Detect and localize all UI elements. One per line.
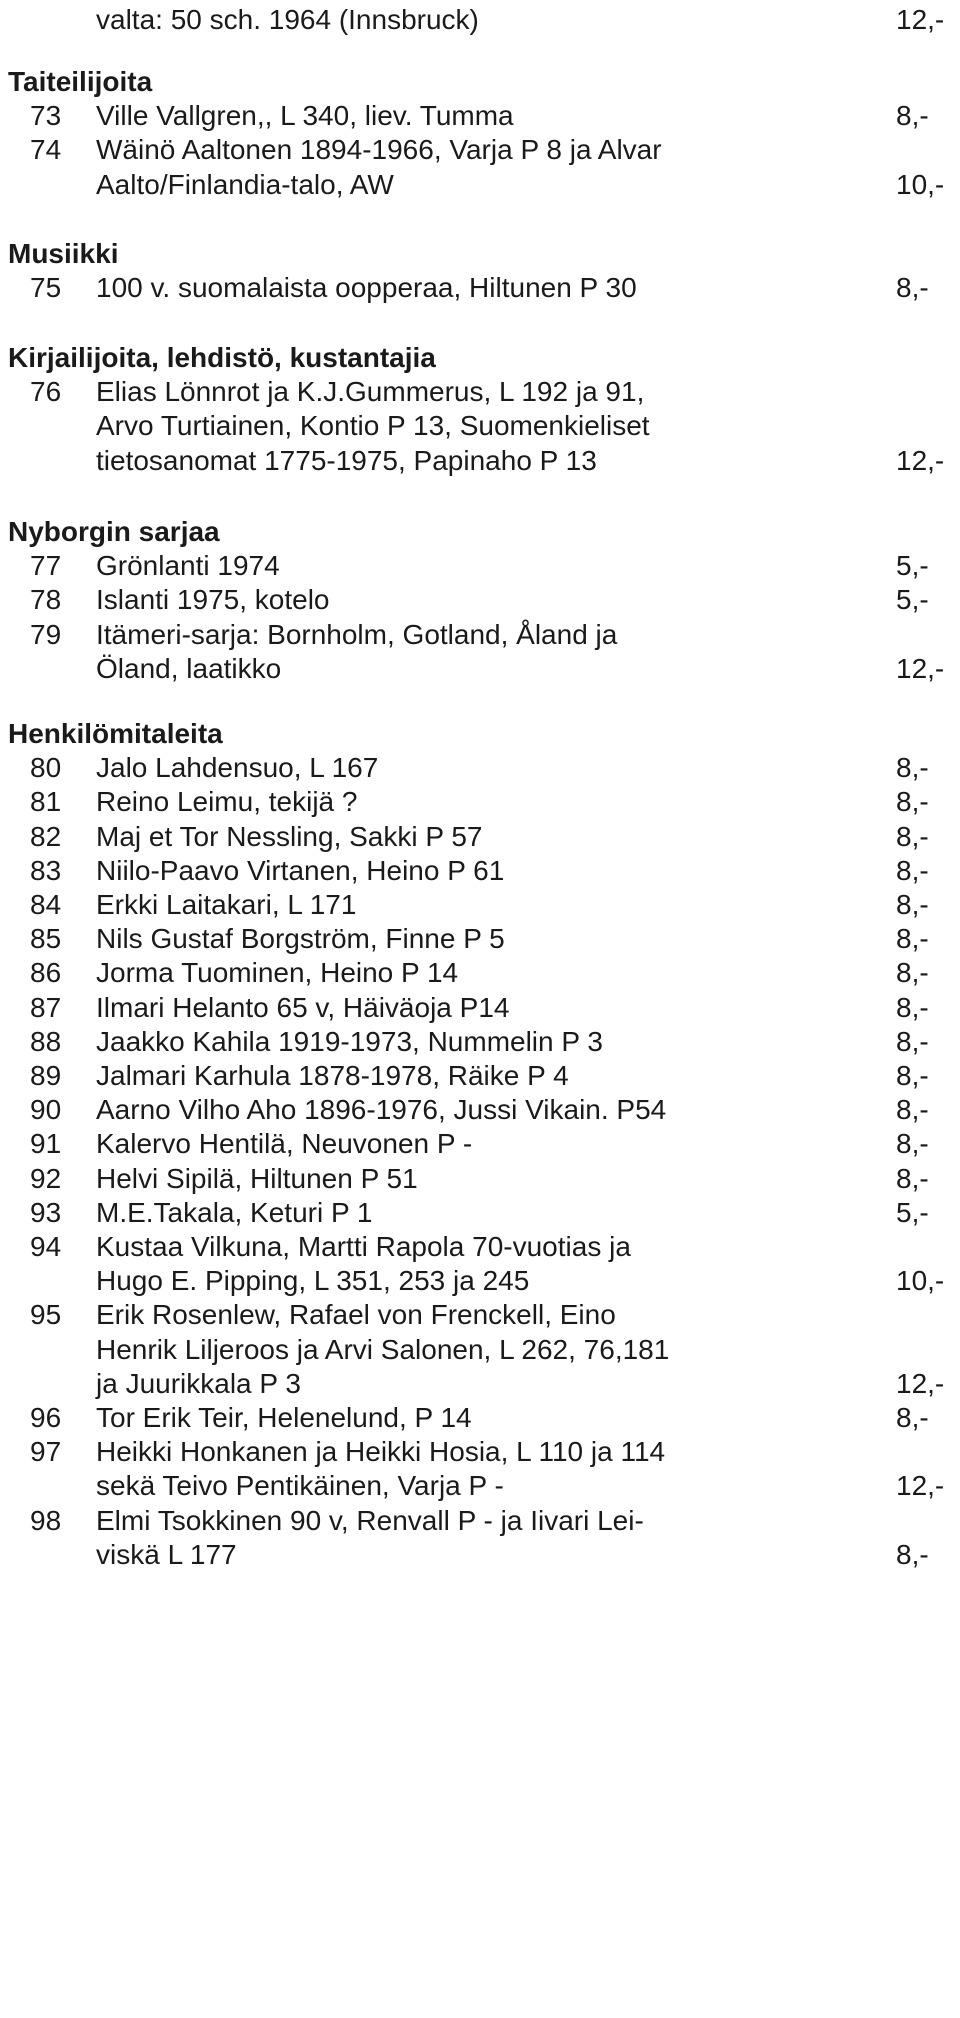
- item-text: Erkki Laitakari, L 171: [96, 889, 357, 920]
- item-text: Ville Vallgren,, L 340, liev. Tumma: [96, 100, 514, 131]
- item-number: 86: [30, 957, 62, 988]
- item-number: 75: [30, 272, 62, 303]
- item-number: 73: [30, 100, 62, 131]
- item-number: 82: [30, 821, 62, 852]
- item-text: Tor Erik Teir, Helenelund, P 14: [96, 1402, 472, 1433]
- item-text: M.E.Takala, Keturi P 1: [96, 1197, 373, 1228]
- item-number: 83: [30, 855, 62, 886]
- item-number: 78: [30, 584, 62, 615]
- item-text: Jalmari Karhula 1878-1978, Räike P 4: [96, 1060, 569, 1091]
- item-text: Maj et Tor Nessling, Sakki P 57: [96, 821, 483, 852]
- item-text: Heikki Honkanen ja Heikki Hosia, L 110 ja 114: [96, 1436, 666, 1467]
- item-price: 8,-: [896, 992, 929, 1023]
- item-text: Niilo-Paavo Virtanen, Heino P 61: [96, 855, 505, 886]
- item-price: 8,-: [896, 100, 929, 131]
- item-number: 85: [30, 923, 62, 954]
- section-heading: Taiteilijoita: [8, 66, 153, 97]
- item-price: 12,-: [896, 653, 945, 684]
- item-text: tietosanomat 1775-1975, Papinaho P 13: [96, 445, 597, 476]
- item-text: Hugo E. Pipping, L 351, 253 ja 245: [96, 1265, 530, 1296]
- item-price: 5,-: [896, 584, 929, 615]
- item-price: 8,-: [896, 1026, 929, 1057]
- section-heading: Musiikki: [8, 238, 119, 269]
- item-price: 8,-: [896, 1163, 929, 1194]
- item-number: 76: [30, 376, 62, 407]
- item-text: Reino Leimu, tekijä ?: [96, 786, 358, 817]
- item-text: viskä L 177: [96, 1539, 237, 1570]
- item-price: 5,-: [896, 550, 929, 581]
- item-price: 8,-: [896, 1539, 929, 1570]
- item-number: 80: [30, 752, 62, 783]
- item-price: 8,-: [896, 752, 929, 783]
- item-price: 8,-: [896, 855, 929, 886]
- item-number: 89: [30, 1060, 62, 1091]
- item-text: Aarno Vilho Aho 1896-1976, Jussi Vikain. P54: [96, 1094, 667, 1125]
- item-price: 10,-: [896, 169, 945, 200]
- item-text: Erik Rosenlew, Rafael von Frenckell, Eino: [96, 1299, 616, 1330]
- item-number: 93: [30, 1197, 62, 1228]
- item-number: 96: [30, 1402, 62, 1433]
- item-text: Grönlanti 1974: [96, 550, 280, 581]
- item-number: 95: [30, 1299, 62, 1330]
- item-number: 74: [30, 134, 62, 165]
- item-price: 8,-: [896, 1402, 929, 1433]
- item-text: Ilmari Helanto 65 v, Häiväoja P14: [96, 992, 510, 1023]
- item-text: Islanti 1975, kotelo: [96, 584, 330, 615]
- item-number: 98: [30, 1505, 62, 1536]
- item-number: 84: [30, 889, 62, 920]
- item-number: 94: [30, 1231, 62, 1262]
- list-item-continuation: [0, 647, 960, 691]
- item-price: 12,-: [896, 4, 945, 35]
- item-text: ja Juurikkala P 3: [96, 1368, 301, 1399]
- list-item-continuation: [0, 439, 960, 483]
- item-number: 88: [30, 1026, 62, 1057]
- item-price: 8,-: [896, 1128, 929, 1159]
- list-item: [0, 266, 960, 310]
- item-text: Elmi Tsokkinen 90 v, Renvall P - ja Iivari Lei-: [96, 1505, 644, 1536]
- item-number: 92: [30, 1163, 62, 1194]
- item-price: 8,-: [896, 821, 929, 852]
- item-text: Kalervo Hentilä, Neuvonen P -: [96, 1128, 473, 1159]
- item-number: 90: [30, 1094, 62, 1125]
- section-heading: Kirjailijoita, lehdistö, kustantajia: [8, 342, 436, 373]
- item-text: 100 v. suomalaista oopperaa, Hiltunen P 30: [96, 272, 637, 303]
- item-price: 8,-: [896, 786, 929, 817]
- item-price: 12,-: [896, 1368, 945, 1399]
- item-text: Jorma Tuominen, Heino P 14: [96, 957, 459, 988]
- list-item-continuation: [0, 163, 960, 207]
- item-number: 91: [30, 1128, 62, 1159]
- item-text: Elias Lönnrot ja K.J.Gummerus, L 192 ja 91,: [96, 376, 645, 407]
- item-price: 8,-: [896, 889, 929, 920]
- continued-item-row: [0, 0, 960, 42]
- item-text: Aalto/Finlandia-talo, AW: [96, 169, 394, 200]
- item-price: 8,-: [896, 272, 929, 303]
- item-text: Henrik Liljeroos ja Arvi Salonen, L 262, 76,181: [96, 1334, 670, 1365]
- item-number: 79: [30, 619, 62, 650]
- item-text: Wäinö Aaltonen 1894-1966, Varja P 8 ja Alvar: [96, 134, 662, 165]
- item-number: 97: [30, 1436, 62, 1467]
- list-item-continuation: [0, 1533, 960, 1577]
- item-price: 10,-: [896, 1265, 945, 1296]
- item-text: Öland, laatikko: [96, 653, 282, 684]
- item-text: valta: 50 sch. 1964 (Innsbruck): [96, 4, 479, 35]
- item-text: Jalo Lahdensuo, L 167: [96, 752, 379, 783]
- item-text: Helvi Sipilä, Hiltunen P 51: [96, 1163, 418, 1194]
- section-heading: Nyborgin sarjaa: [8, 516, 220, 547]
- item-text: Nils Gustaf Borgström, Finne P 5: [96, 923, 505, 954]
- item-number: 77: [30, 550, 62, 581]
- item-number: 87: [30, 992, 62, 1023]
- item-price: 8,-: [896, 1060, 929, 1091]
- item-number: 81: [30, 786, 62, 817]
- item-price: 12,-: [896, 1470, 945, 1501]
- item-price: 8,-: [896, 1094, 929, 1125]
- item-price: 8,-: [896, 923, 929, 954]
- item-price: 8,-: [896, 957, 929, 988]
- item-text: Itämeri-sarja: Bornholm, Gotland, Åland ja: [96, 619, 618, 650]
- item-text: Jaakko Kahila 1919-1973, Nummelin P 3: [96, 1026, 603, 1057]
- item-price: 5,-: [896, 1197, 929, 1228]
- item-price: 12,-: [896, 445, 945, 476]
- item-text: Arvo Turtiainen, Kontio P 13, Suomenkieliset: [96, 410, 650, 441]
- item-text: Kustaa Vilkuna, Martti Rapola 70-vuotias ja: [96, 1231, 631, 1262]
- item-text: sekä Teivo Pentikäinen, Varja P -: [96, 1470, 504, 1501]
- section-heading: Henkilömitaleita: [8, 718, 223, 749]
